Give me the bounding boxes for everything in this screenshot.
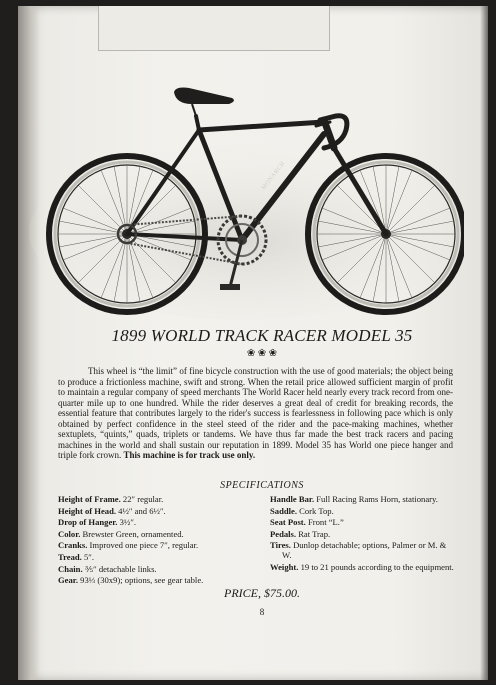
spec-row xyxy=(58,552,263,562)
spec-value: Cork Top. xyxy=(299,505,334,516)
spec-label: Seat Post. xyxy=(270,517,306,528)
spec-row xyxy=(58,575,263,585)
specs-right-column xyxy=(270,494,455,574)
spec-label: Handle Bar. xyxy=(270,494,315,504)
spec-value: ⅗″ detachable links. xyxy=(84,563,157,574)
spec-label: Drop of Hanger. xyxy=(58,517,118,528)
spec-value: 5″. xyxy=(83,551,94,562)
spec-row xyxy=(270,529,455,539)
pedal xyxy=(220,284,240,290)
spec-value: 3½″. xyxy=(119,517,137,528)
price: PRICE, $75.00. xyxy=(224,586,300,600)
spec-label: Height of Frame. xyxy=(58,494,121,504)
spec-row xyxy=(58,529,263,539)
bicycle-illustration xyxy=(24,82,464,322)
spec-label: Tread. xyxy=(58,551,82,562)
spec-label: Height of Head. xyxy=(58,505,117,516)
spec-label: Saddle. xyxy=(270,505,297,516)
paper-tab xyxy=(98,6,330,51)
spec-row xyxy=(270,517,455,527)
spec-label: Tires. xyxy=(270,540,291,551)
spec-row xyxy=(58,540,263,550)
spec-row xyxy=(58,506,263,516)
spec-row xyxy=(270,540,455,560)
ornament: ❀ ❀ ❀ xyxy=(246,348,278,359)
spec-value: 22″ regular. xyxy=(122,494,164,504)
spec-value: Brewster Green, ornamented. xyxy=(82,528,184,539)
spec-label: Weight. xyxy=(270,561,299,572)
spec-value: 19 to 21 pounds according to the equipment. xyxy=(300,561,454,572)
spec-label: Color. xyxy=(58,528,81,539)
spec-label: Gear. xyxy=(58,575,78,586)
specs-left-column xyxy=(58,494,263,587)
page-title: 1899 WORLD TRACK RACER MODEL 35 xyxy=(111,326,413,345)
spec-row xyxy=(270,506,455,516)
spec-value: Front “L.” xyxy=(307,517,344,528)
description-emphasis: This machine is for track use only. xyxy=(123,450,256,460)
page-number: 8 xyxy=(259,607,265,617)
spec-row xyxy=(270,494,455,504)
saddle xyxy=(174,88,234,117)
spec-label: Pedals. xyxy=(270,528,297,539)
spec-label: Chain. xyxy=(58,563,83,574)
description-text: This wheel is “the limit” of fine bicycle construction with the use of good materials; the object being to produce a frictionless machine, swift and strong. When the retail price allowed sufficient margin of profit to maintain a regular company of speed merchants The World Racer held nearly every track record from one-quarter mile up to one hundred. While the rider deserves a great deal of credit for breaking records, the essential feature that contributes largely to the rider's success is fearlessness in following pace which is only obtained by perfect confidence in the steel steed of the rider and the pace-making machines, whether sextuplets, “quints,” quads, triplets or tandems. We have thus far made the best track racers and pacing machines in the world and shall sustain our reputation in 1899. Model 35 has World one piece hanger and triple fork crown. xyxy=(58,366,453,460)
specifications-heading: SPECIFICATIONS xyxy=(220,480,304,491)
spec-value: Full Racing Rams Horn, stationary. xyxy=(316,494,438,504)
spec-row xyxy=(270,562,455,572)
spec-value: 93⅓ (30x9); options, see gear table. xyxy=(80,575,204,586)
spec-row xyxy=(58,494,263,504)
spec-value: Dunlop detachable; options, Palmer or M. & W. xyxy=(282,540,447,561)
spec-value: Improved one piece 7″, regular. xyxy=(89,540,199,551)
spec-value: 4½″ and 6½″. xyxy=(118,505,166,516)
spec-row xyxy=(58,564,263,574)
spec-row xyxy=(58,517,263,527)
spec-value: Rat Trap. xyxy=(298,528,331,539)
frame-decal: MONARCH xyxy=(260,160,287,192)
description-paragraph xyxy=(58,366,453,461)
spec-label: Cranks. xyxy=(58,540,88,551)
